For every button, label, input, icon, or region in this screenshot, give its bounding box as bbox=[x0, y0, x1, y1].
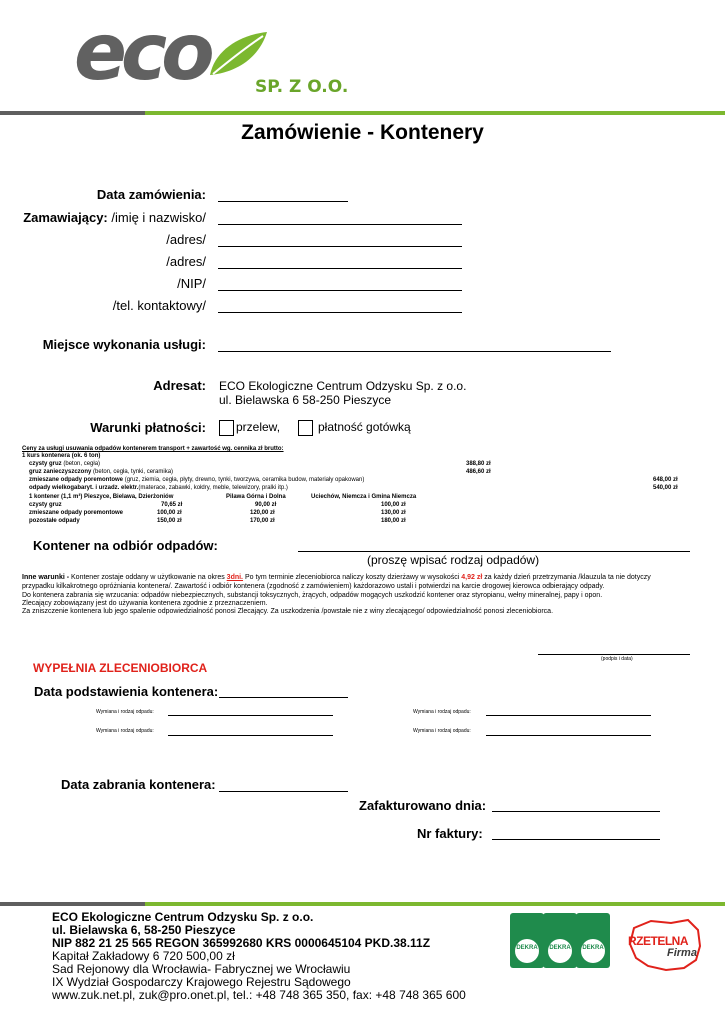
field-podpis[interactable] bbox=[538, 654, 690, 655]
prices-header: Ceny za usługi usuwania odpadów kontenerem transport + zawartość wg. cennika zł brutto: bbox=[22, 446, 284, 452]
adresat-line-1: ECO Ekologiczne Centrum Odzysku Sp. z o.o. bbox=[219, 379, 467, 393]
firma-text: Firma bbox=[667, 947, 697, 959]
price-row-value: 648,00 zł bbox=[653, 477, 678, 483]
field-data-zabrania[interactable] bbox=[219, 791, 348, 792]
label-wymiana: Wymiana i rodzaj odpadu: bbox=[413, 728, 471, 734]
leaf-icon bbox=[205, 30, 270, 80]
dekra-badge bbox=[543, 913, 577, 968]
dekra-label: DEKRA bbox=[516, 945, 538, 951]
price-row-label bbox=[29, 461, 100, 467]
price-row-value: 540,00 zł bbox=[653, 485, 678, 491]
hint-rodzaj-odpadow: (proszę wpisać rodzaj odpadów) bbox=[367, 553, 540, 567]
label-data-zabrania: Data zabrania kontenera: bbox=[61, 777, 216, 792]
small-row-p3: 130,00 zł bbox=[381, 510, 406, 516]
price-row-label bbox=[29, 485, 288, 491]
inne-line-5: Za zniszczenie kontenera lub jego spalenie odpowiedzialność ponosi Zlecający. Za uszkodzenia /powstałe nie z winy zlecającego/ odpowiedzialność ponosi zleceniobiorca. bbox=[22, 608, 554, 615]
dekra-logo-icon bbox=[515, 939, 539, 963]
price-row-value: 486,60 zł bbox=[466, 469, 491, 475]
label-zamawiajacy-rest: /imię i nazwisko/ bbox=[107, 210, 206, 225]
label-wymiana: Wymiana i rodzaj odpadu: bbox=[96, 709, 154, 715]
header-divider-gray bbox=[0, 111, 145, 115]
prices-kurs: 1 kurs kontenera (ok. 6 ton) bbox=[22, 453, 101, 459]
label-adres-1: /adres/ bbox=[166, 232, 206, 247]
label-zamawiajacy-bold: Zamawiający: bbox=[23, 210, 108, 225]
dekra-badge bbox=[510, 913, 544, 968]
field-wymiana[interactable] bbox=[168, 735, 333, 736]
price-row-bold: odpady wielkogabaryt. i urzadz. elektr. bbox=[29, 485, 139, 491]
label-wypelnia: WYPEŁNIA ZLECENIOBIORCA bbox=[33, 661, 208, 675]
price-row-rest: (materace, zabawki, kołdry, meble, telewizory, pralki itp.) bbox=[138, 485, 288, 491]
header-divider-green bbox=[145, 111, 725, 115]
price-row-bold: zmieszane odpady poremontowe bbox=[29, 477, 124, 483]
inne-lead: Inne warunki - bbox=[22, 574, 72, 581]
small-row-p3: 180,00 zł bbox=[381, 518, 406, 524]
label-tel: /tel. kontaktowy/ bbox=[112, 298, 206, 313]
label-nr-faktury: Nr faktury: bbox=[417, 826, 483, 841]
inne-text-1: Kontener zostaje oddany w użytkowanie na okres bbox=[71, 574, 227, 581]
label-data-zamowienia: Data zamówienia: bbox=[96, 187, 206, 202]
dekra-logo-icon bbox=[548, 939, 572, 963]
small-row-p1: 70,65 zł bbox=[161, 502, 183, 508]
inne-text-2: Po tym terminie zleceniobiorca naliczy koszty dzierżawy w wysokości bbox=[243, 574, 462, 581]
price-row-bold: gruz zanieczyszczony bbox=[29, 469, 92, 475]
field-nr-faktury[interactable] bbox=[492, 839, 660, 840]
dekra-label: DEKRA bbox=[549, 945, 571, 951]
label-adres-2: /adres/ bbox=[166, 254, 206, 269]
footer-divider-green bbox=[145, 902, 725, 906]
price-row-label bbox=[29, 469, 173, 475]
inne-dni: 3dni. bbox=[226, 574, 244, 581]
small-row-p1: 150,00 zł bbox=[157, 518, 182, 524]
footer-company: ECO Ekologiczne Centrum Odzysku Sp. z o.o. bbox=[52, 910, 314, 924]
checkbox-gotowka[interactable] bbox=[298, 420, 313, 436]
field-zafakturowano[interactable] bbox=[492, 811, 660, 812]
footer-address: ul. Bielawska 6, 58-250 Pieszyce bbox=[52, 923, 236, 937]
price-row-value: 388,80 zł bbox=[466, 461, 491, 467]
price-row-bold: czysty gruz bbox=[29, 461, 62, 467]
field-wymiana[interactable] bbox=[168, 715, 333, 716]
footer-sad: Sad Rejonowy dla Wrocławia- Fabrycznej we Wrocławiu bbox=[52, 962, 351, 976]
footer-wydzial: IX Wydział Gospodarczy Krajowego Rejestru Sądowego bbox=[52, 975, 351, 989]
label-wymiana: Wymiana i rodzaj odpadu: bbox=[413, 709, 471, 715]
small-row-name: czysty gruz bbox=[29, 502, 62, 508]
price-row-rest: (beton, cegła, tynki, ceramika) bbox=[91, 469, 174, 475]
small-header-c3: Uciechów, Niemcza i Gmina Niemcza bbox=[311, 494, 417, 500]
footer-kapital: Kapitał Zakładowy 6 720 500,00 zł bbox=[52, 949, 235, 963]
label-zamawiajacy bbox=[23, 210, 206, 225]
field-adres-1[interactable] bbox=[218, 246, 462, 247]
label-adresat: Adresat: bbox=[153, 378, 206, 393]
small-row-name: pozostałe odpady bbox=[29, 518, 80, 524]
label-wymiana: Wymiana i rodzaj odpadu: bbox=[96, 728, 154, 734]
small-header-c2: Pilawa Górna i Dolna bbox=[226, 494, 286, 500]
logo-eco-text: eco bbox=[74, 8, 209, 98]
small-row-p2: 120,00 zł bbox=[250, 510, 275, 516]
inne-line-4: Zlecający zobowiązany jest do używania kontenera zgodnie z przeznaczeniem. bbox=[22, 600, 268, 607]
field-rodzaj-odpadow[interactable] bbox=[298, 551, 690, 552]
field-wymiana[interactable] bbox=[486, 715, 651, 716]
price-row-rest: (gruz, ziemia, cegła, płyty, drewno, tynki, tworzywa, ceramika budow, materiały opakowan) bbox=[123, 477, 365, 483]
price-row-label bbox=[29, 477, 364, 483]
label-przelew: przelew, bbox=[236, 420, 281, 434]
small-header-c1: 1 kontener (1,1 m³) Pieszyce, Bielawa, Dzierżoniów bbox=[29, 494, 174, 500]
label-miejsce: Miejsce wykonania usługi: bbox=[42, 337, 206, 352]
field-nip[interactable] bbox=[218, 290, 462, 291]
price-row-rest: (beton, cegła) bbox=[61, 461, 101, 467]
footer-divider-gray bbox=[0, 902, 145, 906]
field-tel[interactable] bbox=[218, 312, 462, 313]
label-data-podstawienia: Data podstawienia kontenera: bbox=[34, 684, 219, 699]
small-row-p1: 100,00 zł bbox=[157, 510, 182, 516]
field-data-zamowienia[interactable] bbox=[218, 201, 348, 202]
footer-ids: NIP 882 21 25 565 REGON 365992680 KRS 0000645104 PKD.38.11Z bbox=[52, 936, 431, 950]
small-row-p2: 170,00 zł bbox=[250, 518, 275, 524]
dekra-badge bbox=[576, 913, 610, 968]
label-warunki: Warunki płatności: bbox=[90, 420, 206, 435]
field-data-podstawienia[interactable] bbox=[219, 697, 348, 698]
label-kontener-odbior: Kontener na odbiór odpadów: bbox=[33, 538, 218, 553]
rzetelna-text: RZETELNA bbox=[628, 934, 688, 948]
small-row-p3: 100,00 zł bbox=[381, 502, 406, 508]
page-title: Zamówienie - Kontenery bbox=[241, 121, 484, 144]
checkbox-przelew[interactable] bbox=[219, 420, 234, 436]
footer-contact: www.zuk.net.pl, zuk@pro.onet.pl, tel.: +48 748 365 350, fax: +48 748 365 600 bbox=[52, 988, 466, 1002]
dekra-logo-icon bbox=[581, 939, 605, 963]
inne-line-2: przypadku kilkakrotnego opróżniania kontenera/. Zawartość i odbiór kontenera (zgodność z zamówieniem) każdorazowo ustali i potwierdzi na karcie drogowej kierowca odbierający odpady. bbox=[22, 583, 605, 590]
logo-sp-text: SP. Z O.O. bbox=[255, 77, 349, 97]
adresat-line-2: ul. Bielawska 6 58-250 Pieszyce bbox=[219, 393, 392, 407]
inne-line-1 bbox=[22, 574, 651, 581]
label-zafakturowano: Zafakturowano dnia: bbox=[359, 798, 487, 813]
inne-kwota: 4,92 zł bbox=[461, 574, 483, 581]
field-adres-2[interactable] bbox=[218, 268, 462, 269]
small-row-name: zmieszane odpady poremontowe bbox=[29, 510, 124, 516]
inne-line-3: Do kontenera zabrania się wrzucania: odpadów niebezpiecznych, substancji toksycznych, żrących, odpadów mogących uszkodzić kontener oraz styropianu, wełny mineralnej, papy i opon. bbox=[22, 592, 603, 599]
small-row-p2: 90,00 zł bbox=[255, 502, 277, 508]
inne-text-3: za każdy dzień przetrzymania /klauzula ta nie dotyczy bbox=[482, 574, 651, 581]
dekra-label: DEKRA bbox=[582, 945, 604, 951]
label-nip: /NIP/ bbox=[177, 276, 206, 291]
field-miejsce[interactable] bbox=[218, 351, 611, 352]
field-wymiana[interactable] bbox=[486, 735, 651, 736]
label-podpis: (podpis i data) bbox=[601, 656, 633, 662]
field-imie-nazwisko[interactable] bbox=[218, 224, 462, 225]
label-gotowka: płatność gotówką bbox=[318, 420, 411, 434]
